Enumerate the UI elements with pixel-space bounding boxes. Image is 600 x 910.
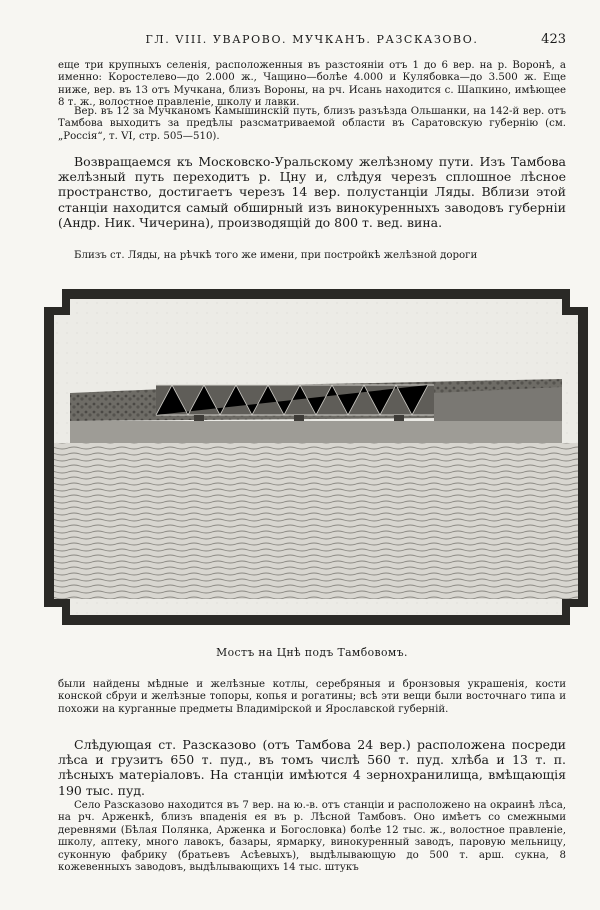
paragraph-rasskazovo-station: Слѣдующая ст. Разсказово (отъ Тамбова 24 вер.) расположена посреди лѣса и грузитъ 650 т. пуд., въ томъ числѣ 560 т. пуд. хлѣба и 13 т. п. лѣсныхъ матеріаловъ. На станціи имѣются 4 зернохранилища, вмѣщающія 190 тыс. пуд. [58,737,566,798]
paragraph-rasskazovo-village: Село Разсказово находится въ 7 вер. на ю.-в. отъ станціи и расположено на окраинѣ лѣса, на рч. Арженкѣ, близъ впаденія ея въ р. Лѣсной Тамбовъ. Оно имѣетъ со смежными деревнями (Бѣлая Полянка, Арженка и Богословка) болѣе 12 тыс. ж., волостное правленіе, школу, аптеку, много лавокъ, базары, ярмарку, винокуренный заводъ, паровую мельницу, суконную фабрику (братьевъ Асѣевыхъ), выдѣлывающую до 500 т. арш. сукна, 8 кожевенныхъ заводовъ, выдѣлывающихъ 14 тыс. штукъ [58,800,566,874]
paragraph-findings: были найдены мѣдные и желѣзные котлы, серебряныя и бронзовыя украшенія, кости конской сбруи и желѣзные топоры, копья и рогатины; всѣ эти вещи были восточнаго типа и похожи на курганные предметы Владимірской и Ярославской губерній. [58,679,566,715]
chapter-title: ГЛ. VIII. УВАРОВО. МУЧКАНЪ. РАЗСКАЗОВО. [145,33,479,46]
paragraph-villages: еще три крупныхъ селенія, расположенныя въ разстояніи отъ 1 до 6 вер. на р. Воронѣ, а именно: Коростелево—до 2.000 ж., Чащино—болѣе 4.000 и Кулябовка—до 3.500 ж. Еще ниже, вер. въ 13 отъ Мучкана, близъ Вороны, на рч. Исань находится с. Шапкино, имѣющее 8 т. ж., волостное правленіе, школу и лавки. [58,60,566,109]
page-number: 423 [541,32,566,47]
paragraph-kamyshin-route: Вер. въ 12 за Мучканомъ Камышинскій путь, близъ разъѣзда Ольшанки, на 142-й вер. отъ Тамбова выходитъ за предѣлы разсматриваемой области въ Саратовскую губернію (см. „Россія“, т. VI, стр. 505—510). [58,106,566,142]
figure-caption: Мостъ на Цнѣ подъ Тамбовомъ. [216,646,408,659]
paragraph-lyady: Близъ ст. Ляды, на рѣчкѣ того же имени, при постройкѣ желѣзной дороги [74,250,478,261]
paragraph-railway: Возвращаемся къ Московско-Уральскому желѣзному пути. Изъ Тамбова желѣзный путь переходитъ р. Цну и, слѣдуя черезъ сплошное лѣсное пространство, достигаетъ черезъ 14 вер. полустанціи Ляды. Вблизи этой станціи находится самый обширный изъ винокуренныхъ заводовъ губерніи (Андр. Ник. Чичерина), производящій до 800 т. вед. вина. [58,154,566,230]
book-page [58,0,566,910]
bridge-photograph [44,289,588,625]
running-head [58,32,566,48]
